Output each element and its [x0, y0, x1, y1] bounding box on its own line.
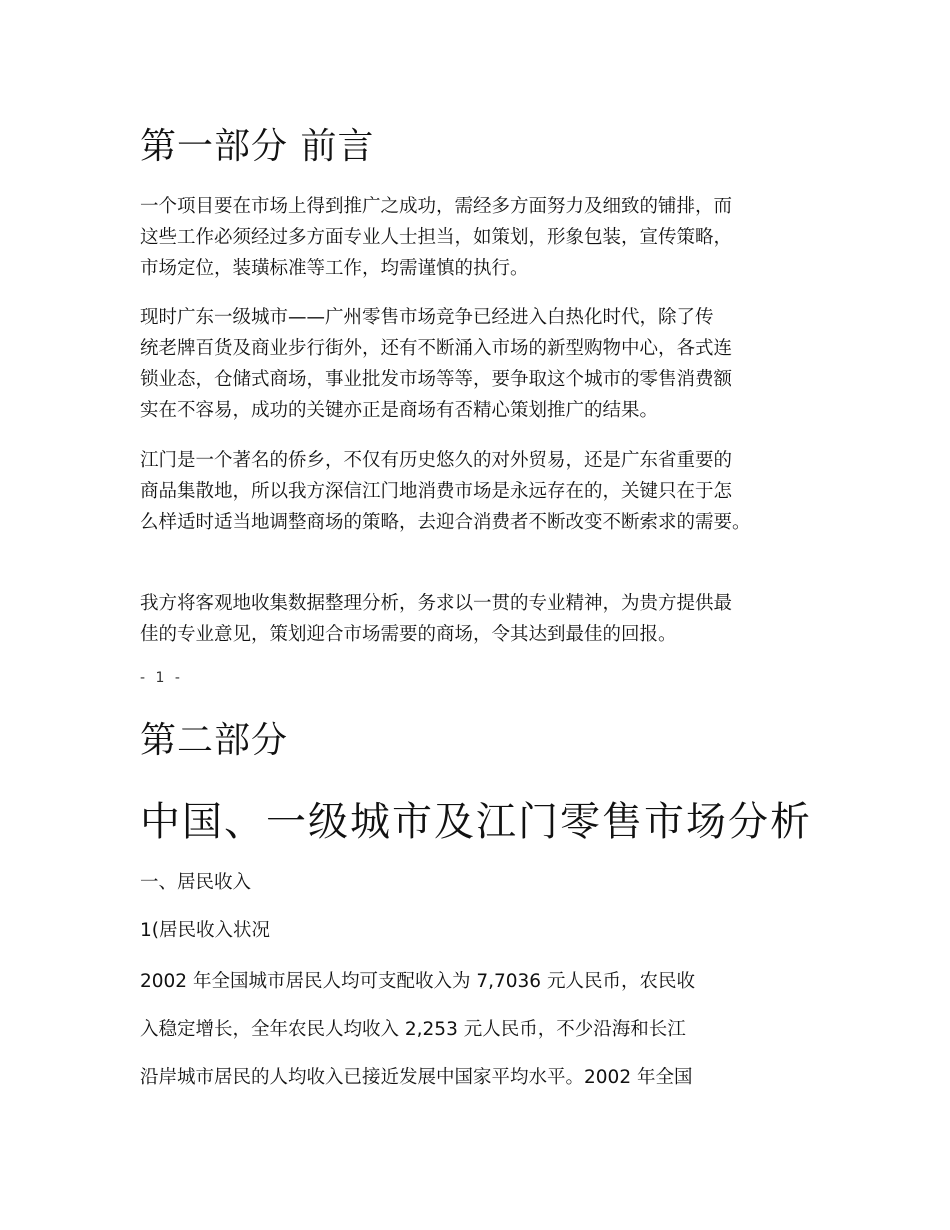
- text-line: 沿岸城市居民的人均收入已接近发展中国家平均水平。2002 年全国: [140, 1067, 693, 1088]
- text-line: 商品集散地，所以我方深信江门地消费市场是永远存在的，关键只在于怎: [140, 481, 733, 502]
- text-line: 市场定位，装璜标准等工作，均需谨慎的执行。: [140, 258, 529, 279]
- section-heading: 第二部分: [140, 720, 289, 761]
- subheading: 一、居民收入: [140, 872, 252, 893]
- text-line: 这些工作必须经过多方面专业人士担当，如策划，形象包装，宣传策略，: [140, 227, 733, 248]
- text-line: 实在不容易，成功的关键亦正是商场有否精心策划推广的结果。: [140, 400, 659, 421]
- paragraph: [140, 445, 751, 538]
- paragraph: [140, 958, 695, 1102]
- text-line: 统老牌百货及商业步行街外，还有不断涌入市场的新型购物中心，各式连: [140, 338, 733, 359]
- text-line: 入稳定增长，全年农民人均收入 2,253 元人民币，不少沿海和长江: [140, 1019, 686, 1040]
- section-heading: 第一部分 前言: [140, 126, 375, 167]
- text-line: 2002 年全国城市居民人均可支配收入为 7,7036 元人民币，农民收: [140, 971, 695, 992]
- text-line: 江门是一个著名的侨乡，不仅有历史悠久的对外贸易，还是广东省重要的: [140, 450, 733, 471]
- item-title: 1(居民收入状况: [140, 920, 270, 941]
- paragraph: [140, 302, 732, 426]
- paragraph: [140, 191, 732, 284]
- text-line: 一个项目要在市场上得到推广之成功，需经多方面努力及细致的铺排，而: [140, 196, 733, 217]
- text-line: 锁业态，仓储式商场，事业批发市场等等，要争取这个城市的零售消费额: [140, 369, 733, 390]
- text-line: 么样适时适当地调整商场的策略，去迎合消费者不断改变不断索求的需要。: [140, 512, 751, 533]
- document-title: 中国、一级城市及江门零售市场分析: [140, 799, 812, 845]
- text-line: 佳的专业意见，策划迎合市场需要的商场，令其达到最佳的回报。: [140, 624, 677, 645]
- text-line: 我方将客观地收集数据整理分析，务求以一贯的专业精神，为贵方提供最: [140, 593, 733, 614]
- page-number: - 1 -: [140, 670, 183, 686]
- paragraph: [140, 588, 732, 650]
- text-line: 现时广东一级城市——广州零售市场竞争已经进入白热化时代，除了传: [140, 307, 714, 328]
